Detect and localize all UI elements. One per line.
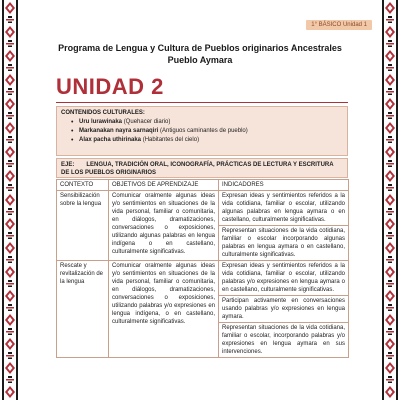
- indicators-cell: [219, 261, 349, 358]
- woven-pattern-icon: [380, 0, 400, 400]
- context-cell: Sensibilización sobre la lengua: [57, 191, 109, 261]
- indicator-item: Representan situaciones de la vida cotidiana, familiar o escolar, incorporando palabras y/o expresiones en lengua aymara en sus intervenciones.: [222, 325, 345, 355]
- cultural-contents-heading: CONTENIDOS CULTURALES:: [61, 110, 145, 116]
- table-row: [57, 191, 349, 261]
- objectives-table: [56, 179, 349, 358]
- list-item: [61, 118, 343, 127]
- content-term: Markanakan nayra sarnaqiri: [79, 128, 159, 134]
- unit-title: UNIDAD 2: [56, 74, 164, 99]
- decorative-border-left: [0, 0, 20, 400]
- indicator-item: Expresan ideas y sentimientos referidos a la vida cotidiana, familiar o escolar, utilizando palabras y/o expresiones en lengua aymara o en castellano, culturalmente significativas.: [219, 261, 348, 296]
- cultural-contents-list: [61, 118, 343, 145]
- column-header-objectives: OBJETIVOS DE APRENDIZAJE: [109, 180, 219, 191]
- cultural-contents-box: [56, 106, 348, 156]
- list-item: [61, 127, 343, 136]
- indicator-item: Expresan ideas y sentimientos referidos a la vida cotidiana, familiar o escolar, utilizando algunas palabras en lengua aymara o en castellano, culturalmente significativas.: [219, 191, 348, 226]
- axis-label: EJE:: [61, 162, 75, 168]
- woven-pattern-icon: [0, 0, 20, 400]
- grade-unit-badge: 1° BÁSICO Unidad 1: [306, 20, 372, 30]
- decorative-border-right: [380, 0, 400, 400]
- unit-divider: [56, 102, 348, 103]
- table-row: [57, 261, 349, 358]
- content-term: Alax pacha uthirinaka: [79, 137, 142, 143]
- objective-cell: Comunicar oralmente algunas ideas y/o sentimientos en situaciones de la vida personal, familiar o comunitaria, en diálogos, dramatizaciones, conversaciones o exposiciones, utilizando palabras y/o expresiones en lengua indígena, o en castellano, culturalmente significativas.: [109, 261, 219, 358]
- content-term: Uru lurawinaka: [79, 119, 123, 125]
- indicators-cell: [219, 191, 349, 261]
- content-gloss: (Habitantes del cielo): [142, 137, 200, 143]
- program-title: Programa de Lengua y Cultura de Pueblos originarios Ancestrales: [58, 43, 342, 53]
- people-title: Pueblo Aymara: [167, 55, 233, 65]
- indicator-item: Participan activamente en conversaciones usando palabras y/o expresiones en lengua aymara.: [219, 296, 348, 323]
- table-header-row: [57, 180, 349, 191]
- list-item: [61, 136, 343, 145]
- column-header-context: CONTEXTO: [57, 180, 109, 191]
- indicator-item: Representan situaciones de la vida cotidiana, familiar o escolar incorporando algunas palabras en lengua aymara o en castellano, culturalmente significativas.: [222, 228, 345, 258]
- axis-text: LENGUA, TRADICIÓN ORAL, ICONOGRAFÍA, PRÁCTICAS DE LECTURA Y ESCRITURA DE LOS PUEBLOS ORIGINARIOS: [61, 162, 334, 176]
- program-header: [40, 42, 360, 66]
- column-header-indicators: INDICADORES: [219, 180, 349, 191]
- content-gloss: (Antiguos caminantes de pueblo): [160, 128, 248, 134]
- axis-box: [56, 158, 348, 178]
- context-cell: Rescate y revitalización de la lengua: [57, 261, 109, 358]
- objective-cell: Comunicar oralmente algunas ideas y/o sentimientos en situaciones de la vida personal, familiar o comunitaria, en diálogos, dramatizaciones, conversaciones o exposiciones, utilizando algunas palabras en lengua indígena o en castellano, culturalmente significativas.: [109, 191, 219, 261]
- content-gloss: (Quehacer diario): [123, 119, 171, 125]
